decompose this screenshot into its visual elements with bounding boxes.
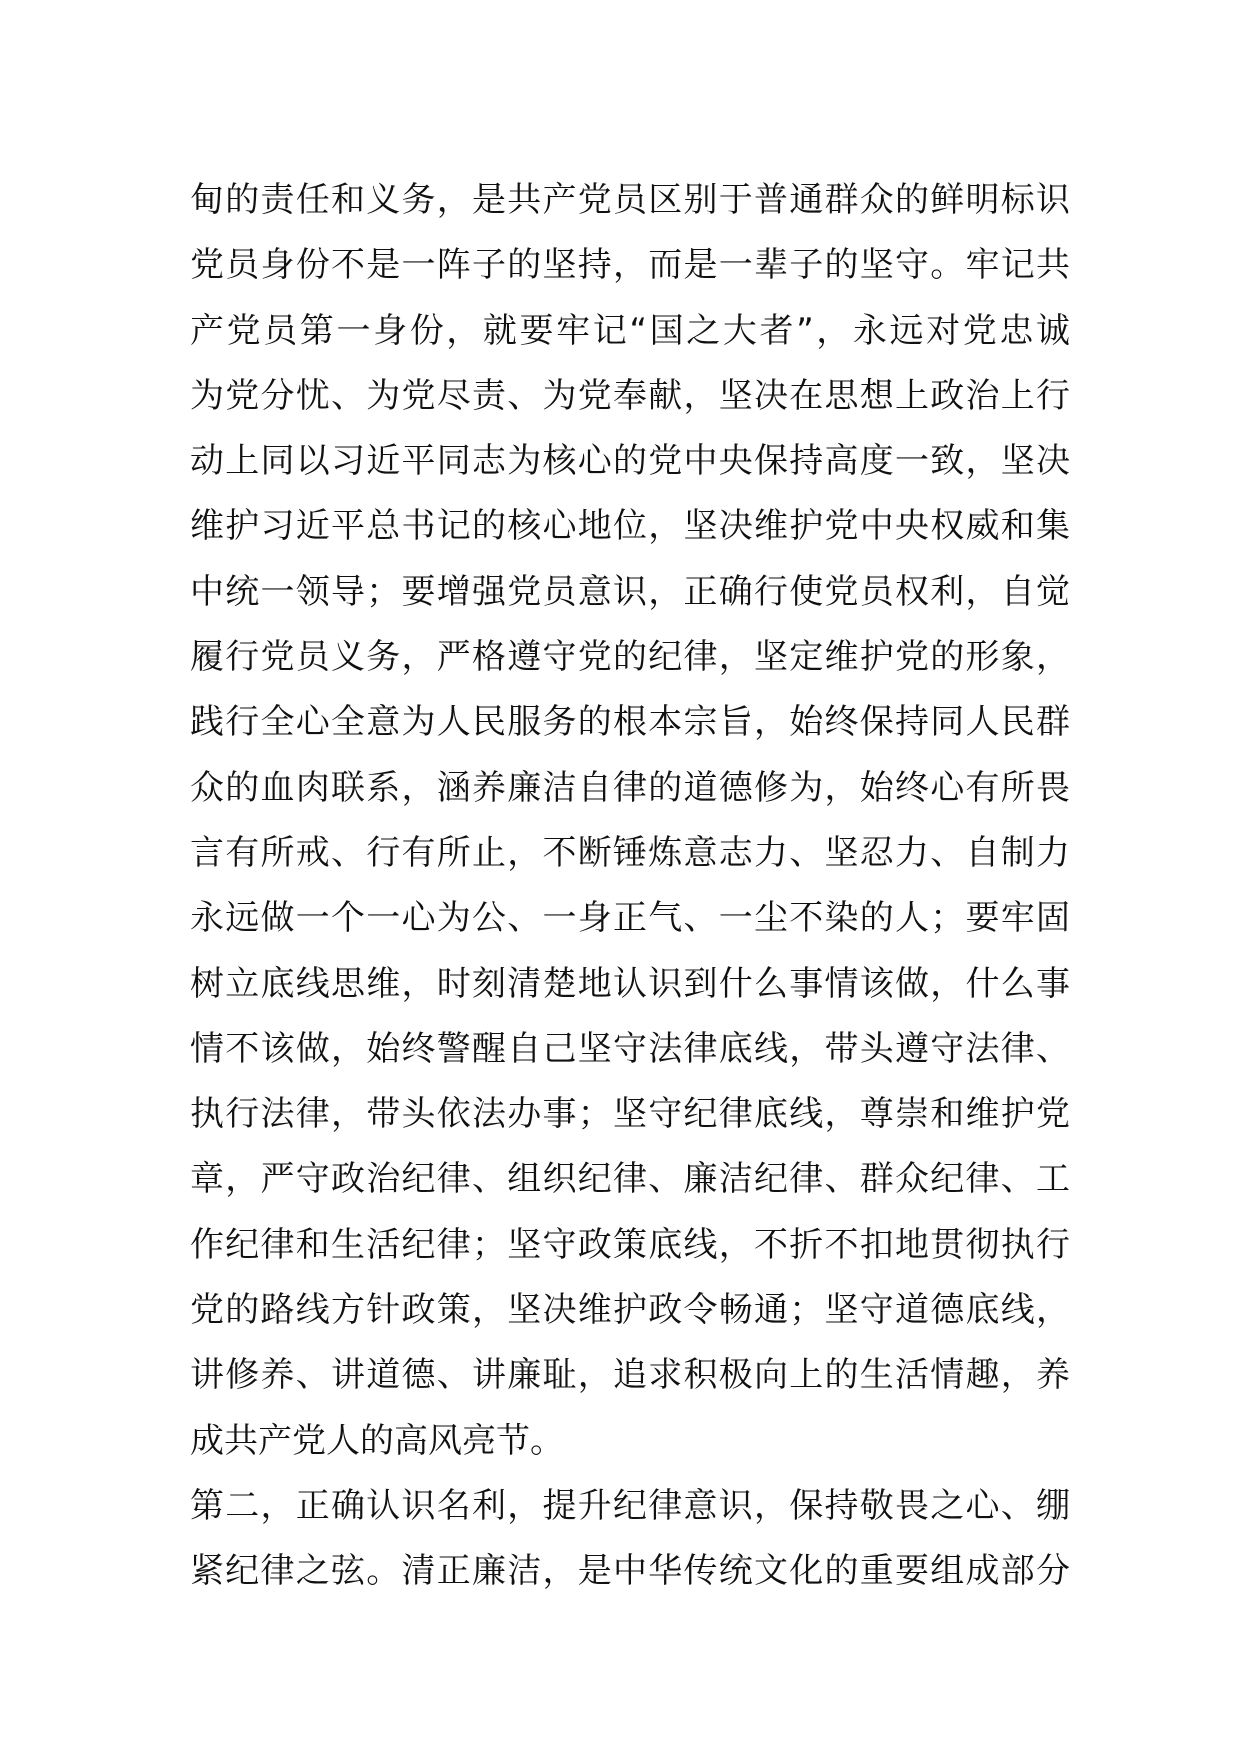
text-line: 树立底线思维，时刻清楚地认识到什么事情该做，什么事 <box>190 963 1070 1004</box>
text-line: 永远做一个一心为公、一身正气、一尘不染的人；要牢固 <box>190 898 1070 939</box>
text-line: 执行法律，带头依法办事；坚守纪律底线，尊崇和维护党 <box>190 1094 1070 1135</box>
text-line: 履行党员义务，严格遵守党的纪律，坚定维护党的形象， <box>190 637 1070 678</box>
text-line: 众的血肉联系，涵养廉洁自律的道德修为，始终心有所畏 <box>190 767 1070 808</box>
paragraph-end-line: 成共产党人的高风亮节。 <box>190 1420 564 1461</box>
text-line: 章，严守政治纪律、组织纪律、廉洁纪律、群众纪律、工 <box>190 1159 1070 1200</box>
body-text <box>190 168 1070 1605</box>
text-line: 践行全心全意为人民服务的根本宗旨，始终保持同人民群 <box>190 702 1070 743</box>
text-line: 动上同以习近平同志为核心的党中央保持高度一致，坚决 <box>190 441 1070 482</box>
text-line: 作纪律和生活纪律；坚守政策底线，不折不扣地贯彻执行 <box>190 1224 1070 1265</box>
text-line: 言有所戒、行有所止，不断锤炼意志力、坚忍力、自制力 <box>190 832 1070 873</box>
text-line: 讲修养、讲道德、讲廉耻，追求积极向上的生活情趣，养 <box>190 1355 1070 1396</box>
text-line: 为党分忧、为党尽责、为党奉献，坚决在思想上政治上行 <box>190 375 1070 416</box>
section-heading-line: 第二，正确认识名利，提升纪律意识，保持敬畏之心、绷 <box>190 1485 1070 1526</box>
text-line: 维护习近平总书记的核心地位，坚决维护党中央权威和集 <box>190 506 1070 547</box>
text-line: 情不该做，始终警醒自己坚守法律底线，带头遵守法律、 <box>190 1028 1070 1069</box>
text-line: 中统一领导；要增强党员意识，正确行使党员权利，自觉 <box>190 571 1070 612</box>
text-line: 甸的责任和义务，是共产党员区别于普通群众的鲜明标识 <box>190 180 1070 220</box>
text-line: 党的路线方针政策，坚决维护政令畅通；坚守道德底线， <box>190 1290 1070 1331</box>
text-line: 产党员第一身份，就要牢记“国之大者”，永远对党忠诚 <box>190 310 1070 351</box>
text-line: 党员身份不是一阵子的坚持，而是一辈子的坚守。牢记共 <box>190 245 1070 286</box>
text-line: 紧纪律之弦。清正廉洁，是中华传统文化的重要组成部分 <box>190 1551 1070 1592</box>
